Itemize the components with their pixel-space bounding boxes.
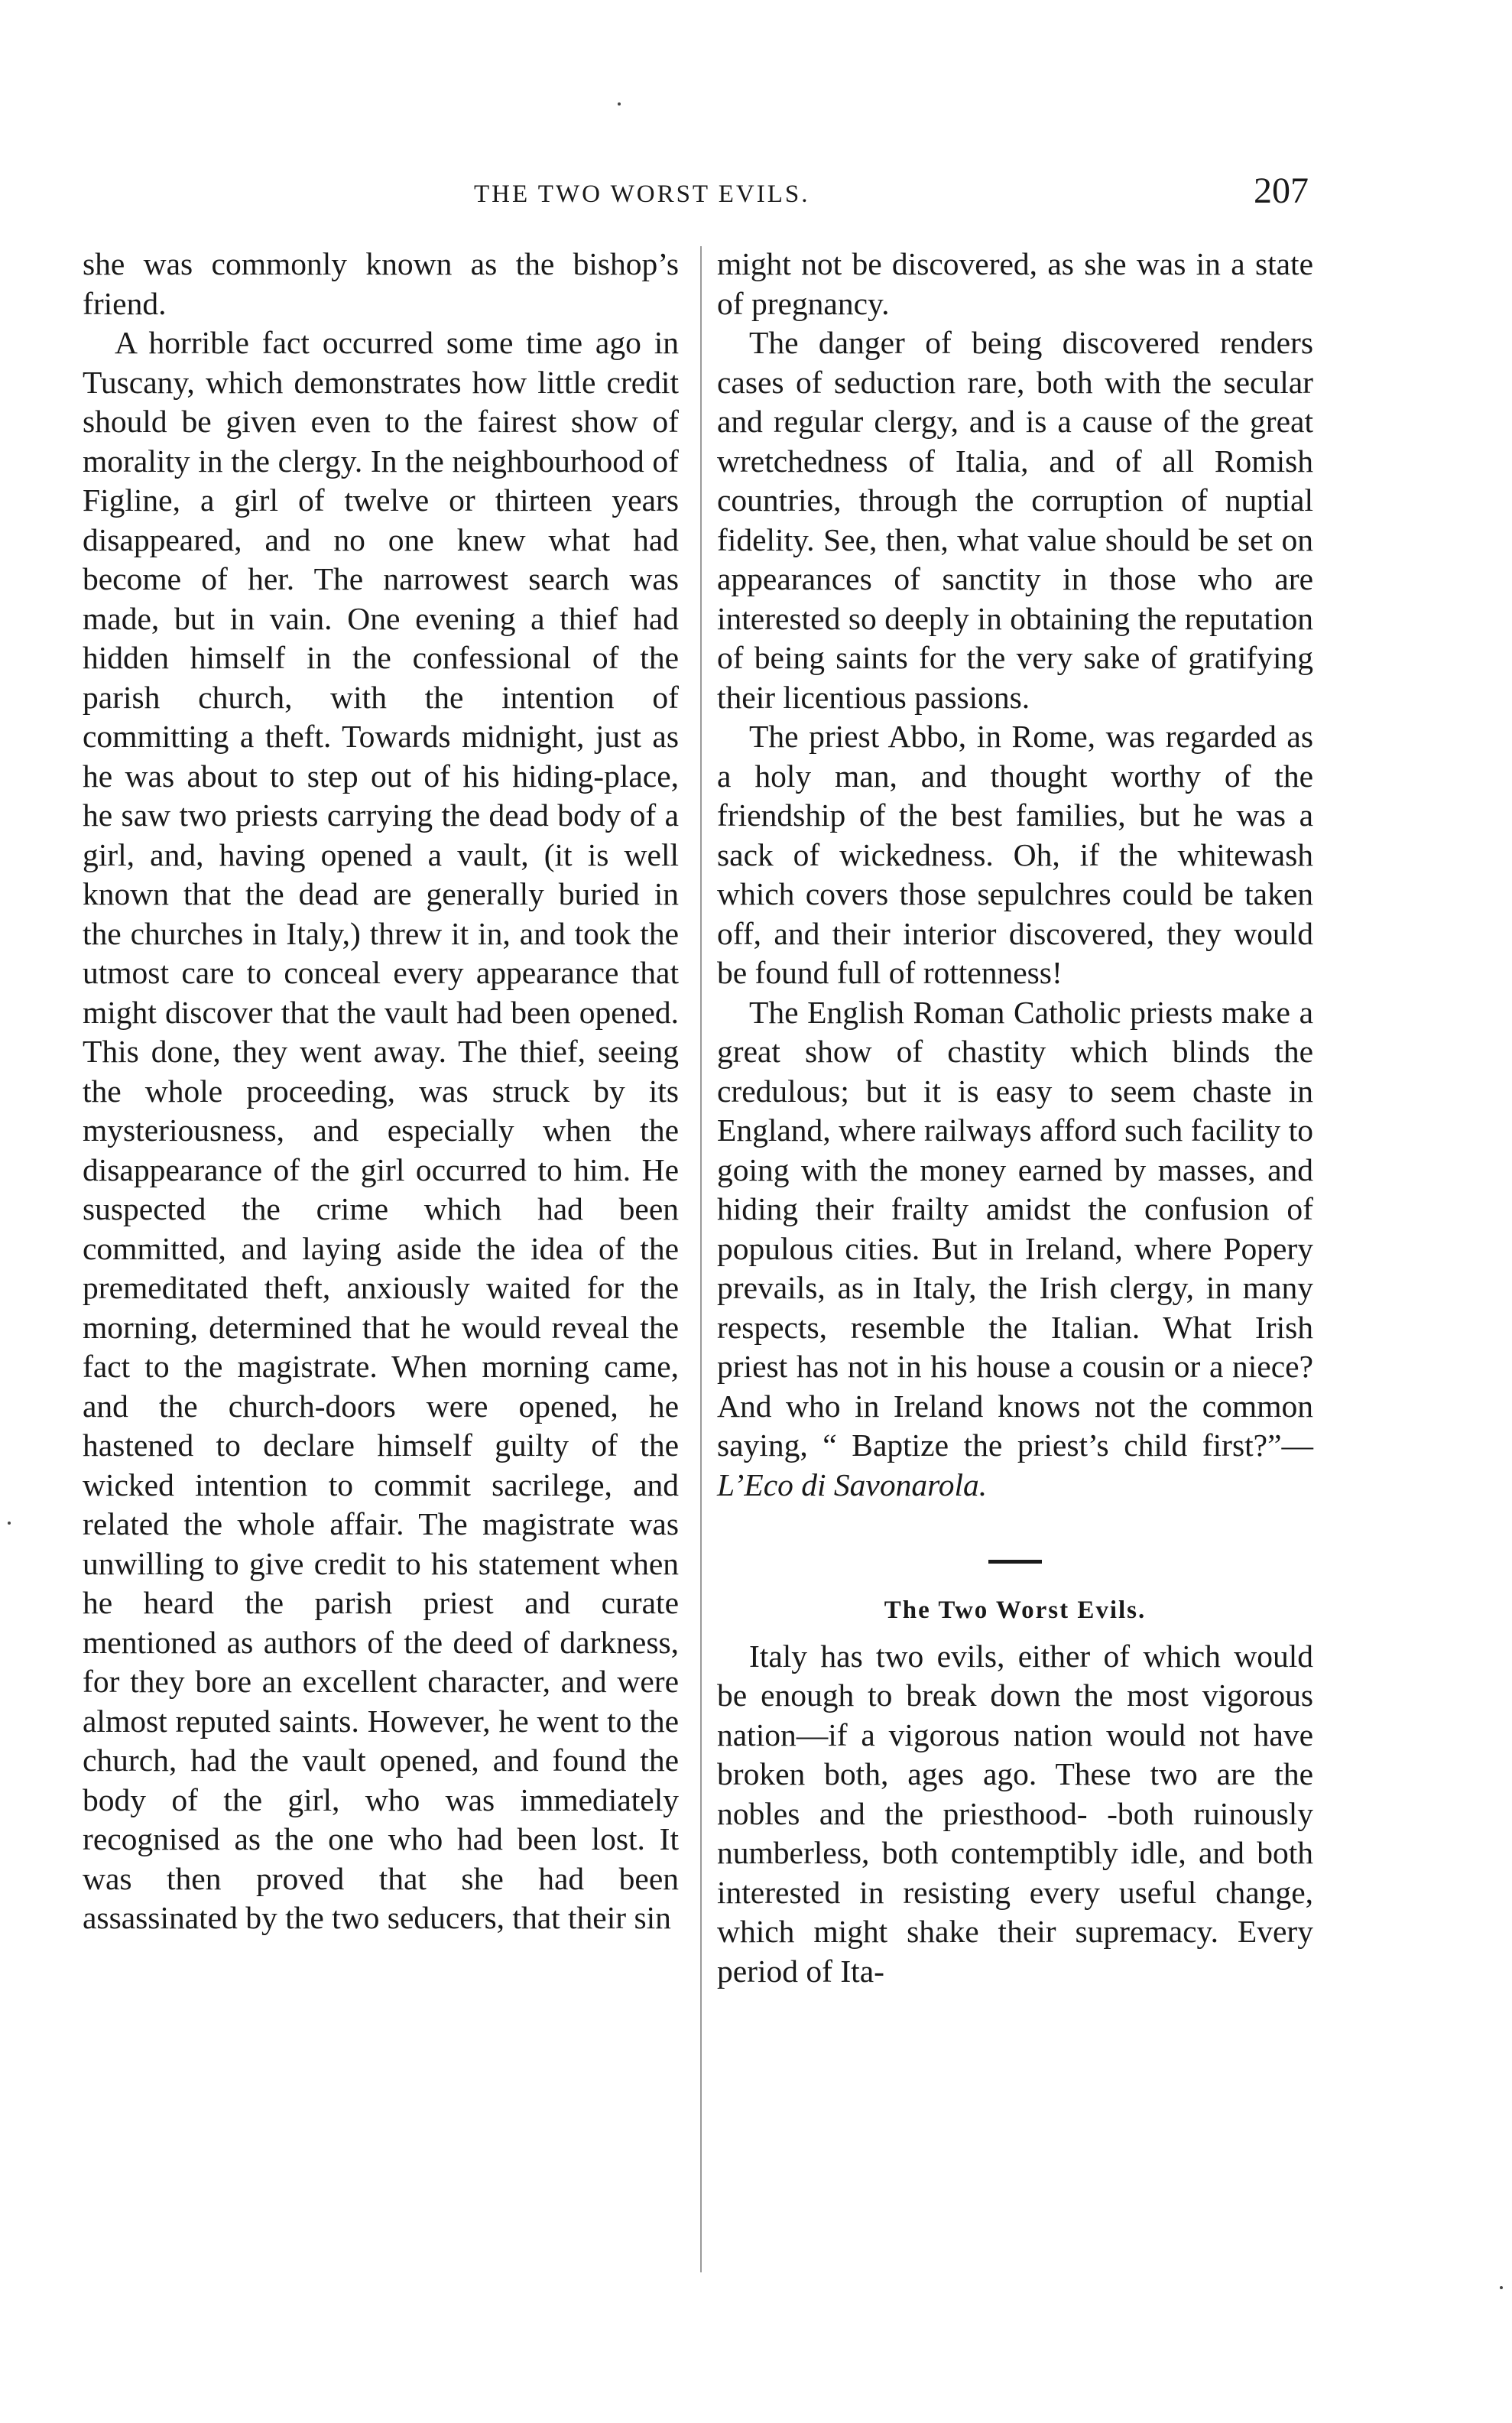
paragraph-english-priests [717,993,1313,1505]
column-divider [700,246,702,2272]
left-column [83,245,679,1938]
running-title: THE TWO WORST EVILS. [474,180,810,208]
paragraph-tuscany: A horrible fact occurred some time ago in Tuscany, which demonstrates how little credit should be given even to the fairest show of morality in the clergy. In the neighbourhood of Figline, a girl of twelve or thirteen years disappeared, and no one knew what had become of her. The narrowest search was made, but in vain. One evening a thief had hidden himself in the confessional of the parish church, with the intention of committing a theft. Towards midnight, just as he was about to step out of his hiding-place, he saw two priests carrying the dead body of a girl, and, having opened a vault, (it is well known that the dead are generally buried in the churches in Italy,) threw it in, and took the utmost care to conceal every appearance that might discover that the vault had been opened. This done, they went away. The thief, seeing the whole proceeding, was struck by its mysteriousness, and especially when the disappearance of the girl occurred to him. He suspected the crime which had been committed, and laying aside the idea of the premeditated theft, anxiously waited for the morning, determined that he would reveal the fact to the magistrate. When morning came, and the church-doors were opened, he hastened to declare himself guilty of the wicked intention to commit sacrilege, and related the whole affair. The magistrate was unwilling to give credit to his statement when he heard the parish priest and curate mentioned as authors of the deed of darkness, for they bore an excellent character, and were almost reputed saints. However, he went to the church, had the vault opened, and found the body of the girl, who was immediately recognised as the one who had been lost. It was then proved that she had been assassinated by the two seducers, that their sin [83,325,679,1935]
print-speck [618,102,621,106]
print-speck [1500,2286,1503,2289]
page-number: 207 [1254,171,1309,211]
source-citation: L’Eco di Savonarola. [717,1466,988,1502]
page-header [0,171,1512,223]
right-column [717,245,1313,1991]
article-heading: The Two Worst Evils. [884,1596,1147,1624]
paragraph-two-evils: Italy has two evils, either of which would be enough to break down the most vigorous nation—if a vigorous nation would not have broken both, ages ago. These two are the nobles and the priesthood- -both ruinously numberless, both contemptibly idle, and both interested in resisting every useful change, which might shake their supremacy. Every period of Ita- [717,1638,1313,1989]
paragraph-continued: she was commonly known as the bishop’s friend. [83,246,679,321]
print-speck [8,1522,11,1525]
paragraph-continued-right: might not be discovered, as she was in a state of pregnancy. [717,246,1313,321]
paragraph-english-priests-text: The English Roman Catholic priests make a great show of chastity which blinds the credulous; but it is easy to seem chaste in England, where railways afford such facility to going with the money earned by masses, and hiding their frailty amidst the confusion of populous cities. But in Ireland, where Popery prevails, as in Italy, the Irish clergy, in many respects, resemble the Italian. What Irish priest has not in his house a cousin or a niece? And who in Ireland knows not the common saying, “ Baptize the priest’s child first?”— [717,994,1313,1463]
article-divider [988,1560,1042,1564]
paragraph-abbo: The priest Abbo, in Rome, was regarded as a holy man, and thought worthy of the friendship of the best families, but he was a sack of wickedness. Oh, if the whitewash which covers those sepulchres could be taken off, and their interior discovered, they would be found full of rottenness! [717,719,1313,990]
paragraph-seduction: The danger of being discovered renders cases of seduction rare, both with the secular and regular clergy, and is a cause of the great wretchedness of Italia, and of all Romish countries, through the corruption of nuptial fidelity. See, then, what value should be set on appearances of sanctity in those who are interested so deeply in obtaining the reputation of being saints for the very sake of gratifying their licentious passions. [717,325,1313,715]
